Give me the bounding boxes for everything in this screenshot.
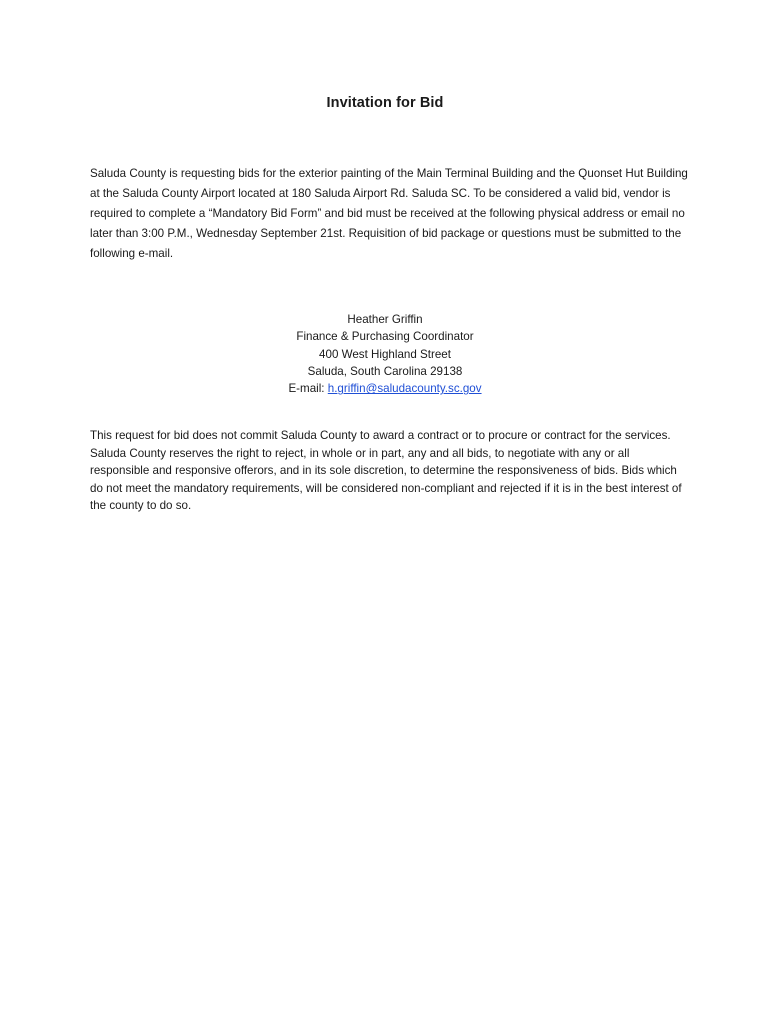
contact-email-line [0, 380, 770, 397]
contact-block [0, 311, 770, 397]
contact-city-state-zip: Saluda, South Carolina 29138 [307, 364, 463, 378]
disclaimer-paragraph: This request for bid does not commit Saluda County to award a contract or to procure or contract for the services. Saluda County reserves the right to reject, in whole or in part, any and all bids, to negotiate with any or all responsible and responsive offerors, and in its sole discretion, to determine the responsiveness of bids. Bids which do not meet the mandatory requirements, will be considered non-compliant and rejected if it is in the best interest of the county to do so. [90, 429, 682, 512]
contact-name: Heather Griffin [347, 313, 423, 326]
email-label: E-mail: [288, 382, 325, 396]
contact-position: Finance & Purchasing Coordinator [296, 330, 474, 344]
email-link[interactable]: h.griffin@saludacounty.sc.gov [327, 382, 482, 396]
intro-paragraph: Saluda County is requesting bids for the exterior painting of the Main Terminal Building and the Quonset Hut Building at the Saluda County Airport located at 180 Saluda Airport Rd. Saluda SC. To be considered a valid bid, vendor is required to complete a “Mandatory Bid Form” and bid must be received at the following physical address or email no later than 3:00 P.M., Wednesday September 21st. Requisition of bid package or questions must be submitted to the following e-mail. [90, 167, 688, 260]
contact-street: 400 West Highland Street [319, 347, 451, 361]
page-title: Invitation for Bid [326, 95, 444, 111]
